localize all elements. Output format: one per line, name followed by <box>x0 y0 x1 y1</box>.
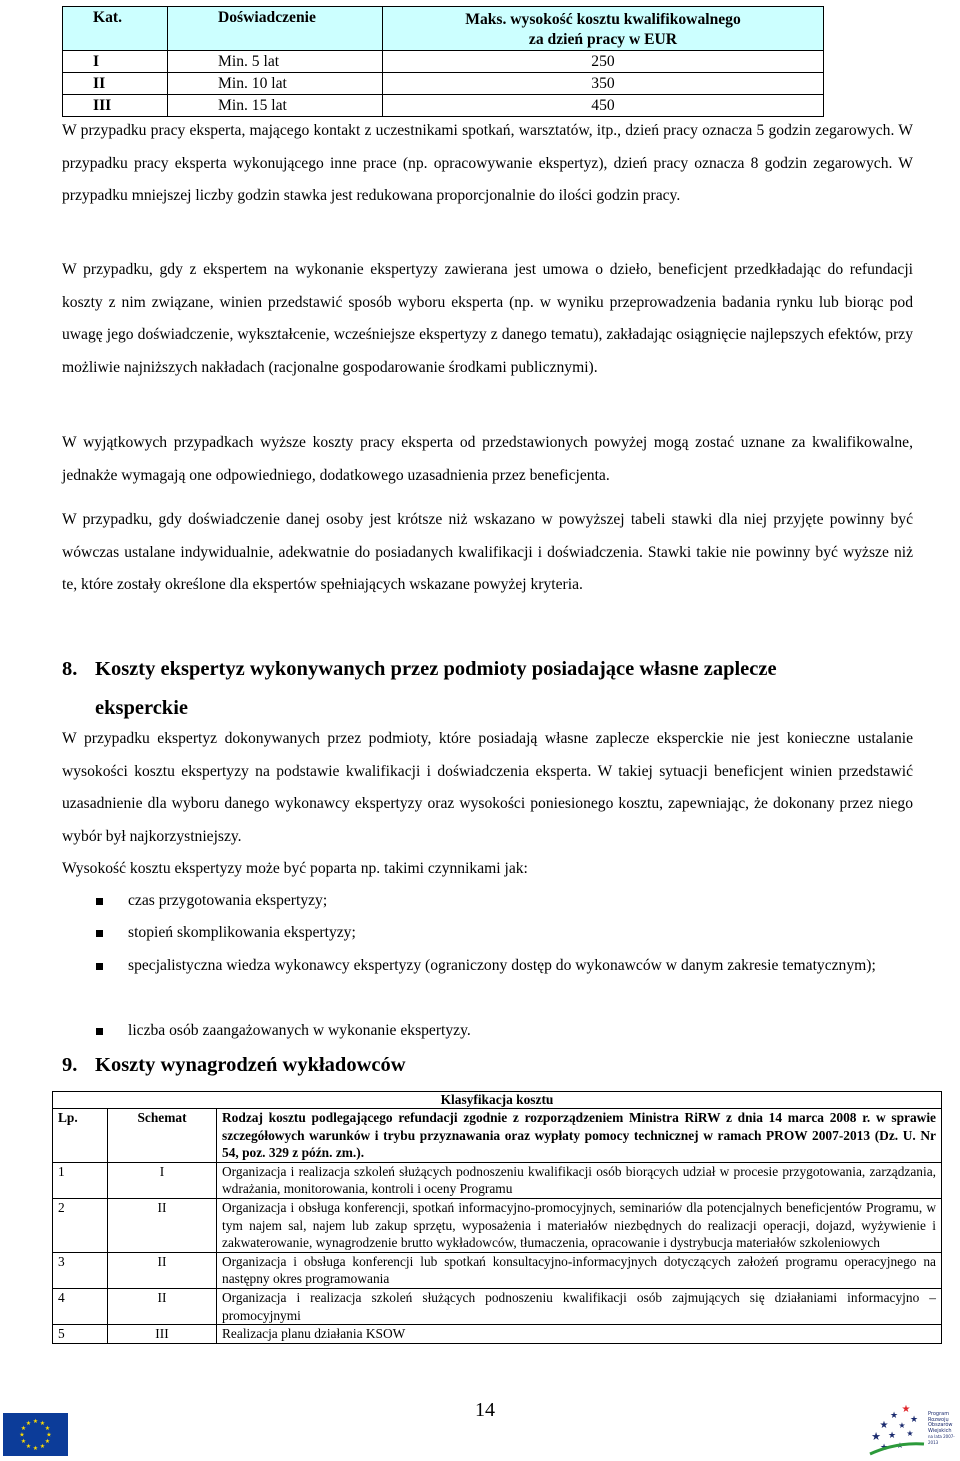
prow-text-line: Program <box>928 1411 950 1417</box>
paragraph-shorter-experience: W przypadku, gdy doświadczenie danej osoby jest krótsze niż wskazano w powyższej tabeli stawki dla niej przyjęte powinny być wówczas ustalane indywidualnie, adekwatnie do posiadanych kwalifikacji i doświadczenia. Stawki takie nie powinny być wyższe niż te, które zostały określone dla ekspertów spełniających wskazane powyżej kryteria. <box>62 511 913 593</box>
cell-cost: 350 <box>383 73 824 95</box>
prow-stars-logo-icon <box>866 1398 926 1456</box>
table-row <box>53 1162 942 1198</box>
list-item <box>62 1015 913 1048</box>
cell-kat: I <box>63 51 168 73</box>
section-8-heading <box>62 650 777 728</box>
cost-classification-table <box>52 1091 942 1344</box>
prow-text-line: Obszarów <box>928 1422 953 1429</box>
table-row <box>63 95 824 117</box>
cell-cost: 450 <box>383 95 824 117</box>
svg-text:★: ★ <box>909 1415 919 1425</box>
cell-experience: Min. 5 lat <box>168 51 383 73</box>
cell-description: Organizacja i realizacja szkoleń służących podnoszeniu kwalifikacji osób zajmujących się działaniami informacyjno – promocyjnymi <box>217 1288 942 1324</box>
svg-text:★: ★ <box>19 1431 25 1439</box>
cost-table-header <box>53 1109 942 1163</box>
header-lp: Lp. <box>53 1109 108 1163</box>
prow-text-line: Wiejskich <box>928 1427 952 1434</box>
svg-text:★: ★ <box>32 1445 39 1452</box>
svg-text:★: ★ <box>887 1431 897 1441</box>
table-row <box>63 51 824 73</box>
svg-text:★: ★ <box>906 1429 914 1438</box>
cell-lp: 2 <box>53 1198 108 1252</box>
cell-lp: 1 <box>53 1162 108 1198</box>
header-max-cost-line1: Maks. wysokość kosztu kwalifikowalnego <box>465 11 741 28</box>
cell-description: Realizacja planu działania KSOW <box>217 1325 942 1344</box>
cell-cost: 250 <box>383 51 824 73</box>
table-row <box>53 1252 942 1288</box>
rates-table-header <box>63 7 824 51</box>
list-item <box>62 917 913 950</box>
cell-experience: Min. 15 lat <box>168 95 383 117</box>
cell-lp: 4 <box>53 1288 108 1324</box>
eu-flag-icon <box>3 1413 68 1456</box>
cell-kat: III <box>63 95 168 117</box>
section-9-heading <box>62 1051 406 1079</box>
section-8-title-line2: eksperckie <box>95 697 189 719</box>
header-schemat: Schemat <box>108 1109 217 1163</box>
cell-description: Organizacja i realizacja szkoleń służących podnoszeniu kwalifikacji osób biorących udział w procesie przygotowania, zarządzania, wdrażania, monitorowania, kontroli i oceny Programu <box>217 1162 942 1198</box>
cell-description: Organizacja i obsługa konferencji, spotkań informacyjno-promocyjnych, seminariów dla potencjalnych beneficjentów Programu, w tym najem sal, najem lub zakup sprzętu, wyposażenia i materiałów niezbędnych do realizacji operacji, dojazd, wyżywienie i zakwaterowanie, wynagrodzenie brutto wykładowców, tłumaczenia, opracowanie i dystrybucja materiałów szkoleniowych <box>217 1198 942 1252</box>
list-item-text: liczba osób zaangażowanych w wykonanie ekspertyzy. <box>128 1022 471 1039</box>
table-row <box>53 1288 942 1324</box>
table-row <box>53 1325 942 1344</box>
section-9-title: Koszty wynagrodzeń wykładowców <box>95 1054 406 1076</box>
cell-schemat: II <box>108 1288 217 1324</box>
svg-text:★: ★ <box>896 1441 904 1450</box>
svg-text:★: ★ <box>44 1425 51 1432</box>
paragraph-work-day: W przypadku pracy eksperta, mającego kontakt z uczestnikami spotkań, warsztatów, itp., dzień pracy oznacza 5 godzin zegarowych. W przypadku pracy eksperta wykonującego inne prace (np. opracowywanie ekspertyz), dzień pracy oznacza 8 godzin zegarowych. W przypadku mniejszej liczby godzin stawka jest redukowana proporcjonalnie do ilości godzin pracy. <box>62 122 913 204</box>
svg-text:★: ★ <box>44 1438 51 1445</box>
list-item-text: specjalistyczna wiedza wykonawcy ekspertyzy (ograniczony dostęp do wykonawców w danym zakresie tematycznym); <box>128 957 876 974</box>
cell-experience: Min. 10 lat <box>168 73 383 95</box>
cell-lp: 3 <box>53 1252 108 1288</box>
square-bullet-icon <box>96 1028 103 1035</box>
table-row <box>53 1198 942 1252</box>
svg-text:★: ★ <box>25 1420 32 1427</box>
svg-text:★: ★ <box>901 1404 911 1415</box>
section-8-title-line1: Koszty ekspertyz wykonywanych przez podmioty posiadające własne zaplecze <box>95 658 777 680</box>
svg-text:★: ★ <box>46 1431 52 1439</box>
square-bullet-icon <box>96 898 103 905</box>
paragraph-umowa-o-dzielo: W przypadku, gdy z ekspertem na wykonanie ekspertyzy zawierana jest umowa o dzieło, beneficjent przedkładając do refundacji koszty z nim związane, winien przedstawić sposób wyboru eksperta (np. w wyniku przeprowadzenia badania rynku lub biorąc pod uwagę jego doświadczenie, wykształcenie, wcześniejsze ekspertyzy z danego tematu), zakładając osiągnięcie najlepszych efektów, przy możliwie najniższych nakładach (racjonalne gospodarowanie środkami publicznymi). <box>62 261 913 376</box>
svg-text:★: ★ <box>879 1420 889 1431</box>
paragraph-factors-intro: Wysokość kosztu ekspertyzy może być poparta np. takimi czynnikami jak: <box>62 860 528 877</box>
cell-schemat: II <box>108 1252 217 1288</box>
paragraph-own-experts: W przypadku ekspertyz dokonywanych przez podmioty, które posiadają własne zaplecze eksperckie nie jest konieczne ustalanie wysokości kosztu ekspertyzy na podstawie kwalifikacji i doświadczenia eksperta. W takiej sytuacji beneficjent winien przedstawić uzasadnienie dla wyboru danego wykonawcy ekspertyzy oraz wysokości poniesionego kosztu, zapewniając, że dokonany przez niego wybór był najkorzystniejszy. <box>62 730 913 845</box>
rates-table <box>62 6 824 117</box>
svg-text:★: ★ <box>889 1411 899 1421</box>
table-row <box>63 73 824 95</box>
svg-text:★: ★ <box>32 1418 39 1425</box>
svg-text:★: ★ <box>20 1438 27 1445</box>
section-9-number: 9. <box>62 1054 78 1076</box>
list-item-text: stopień skomplikowania ekspertyzy; <box>128 924 356 941</box>
list-item-text: czas przygotowania ekspertyzy; <box>128 892 328 909</box>
list-item <box>62 885 913 918</box>
svg-text:★: ★ <box>20 1425 27 1432</box>
cell-schemat: I <box>108 1162 217 1198</box>
square-bullet-icon <box>96 963 103 970</box>
header-kat: Kat. <box>63 7 168 51</box>
cell-kat: II <box>63 73 168 95</box>
svg-text:★: ★ <box>39 1420 46 1427</box>
header-max-cost-line2: za dzień pracy w EUR <box>528 31 678 48</box>
prow-logo-text <box>928 1412 958 1448</box>
page-number: 14 <box>475 1399 495 1421</box>
cell-lp: 5 <box>53 1325 108 1344</box>
header-doswiadczenie: Doświadczenie <box>168 7 383 51</box>
prow-text-line: na lata 2007-2013 <box>928 1434 955 1445</box>
svg-text:★: ★ <box>25 1443 32 1450</box>
section-8-number: 8. <box>62 658 78 680</box>
square-bullet-icon <box>96 930 103 937</box>
svg-text:★: ★ <box>871 1430 881 1443</box>
header-max-cost <box>383 7 824 51</box>
header-rodzaj-kosztu: Rodzaj kosztu podlegającego refundacji zgodnie z rozporządzeniem Ministra RiRW z dnia 14 marca 2008 r. w sprawie szczegółowych warunków i trybu przyznawania oraz wypłaty pomocy technicznej w ramach PROW 2007-2013 (Dz. U. Nr 54, poz. 329 z późn. zm.). <box>217 1109 942 1163</box>
svg-text:★: ★ <box>879 1443 889 1453</box>
cell-schemat: II <box>108 1198 217 1252</box>
paragraph-exceptional-cases: W wyjątkowych przypadkach wyższe koszty pracy eksperta od przedstawionych powyżej mogą zostać uznane za kwalifikowalne, jednakże wymagają one odpowiedniego, dodatkowego uzasadnienia przez beneficjenta. <box>62 434 913 484</box>
prow-text-line: Rozwoju <box>928 1416 949 1423</box>
cost-table-classification-row <box>53 1092 942 1109</box>
svg-text:★: ★ <box>39 1443 46 1450</box>
list-item <box>62 950 913 983</box>
cost-table-classification: Klasyfikacja kosztu <box>53 1092 942 1109</box>
cell-schemat: III <box>108 1325 217 1344</box>
svg-text:★: ★ <box>898 1421 906 1430</box>
cell-description: Organizacja i obsługa konferencji lub spotkań konsultacyjno-informacyjnych dotyczących założeń programu operacyjnego na następny okres programowania <box>217 1252 942 1288</box>
